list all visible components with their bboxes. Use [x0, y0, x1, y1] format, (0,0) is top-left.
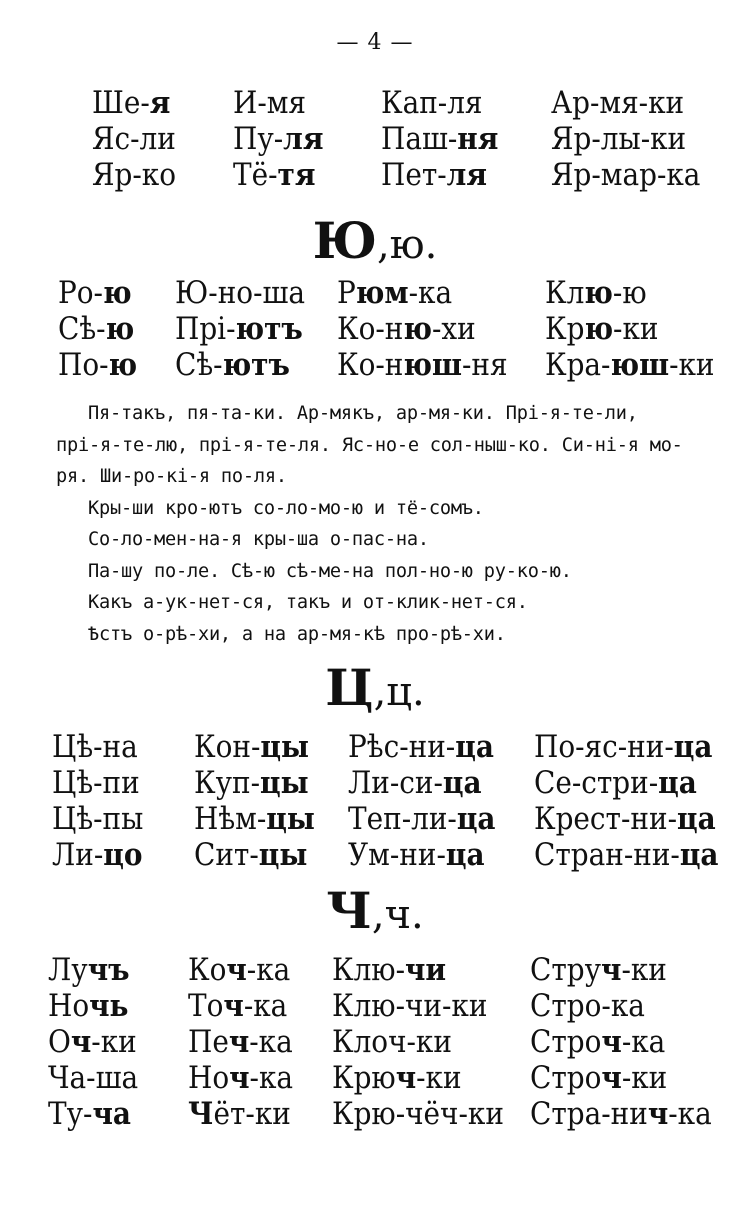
word-cell [175, 311, 337, 347]
word-part: И-мя [233, 85, 307, 121]
word-cell [534, 837, 719, 873]
word-part: Яс-ли [92, 121, 176, 157]
word-part: Пе [188, 1024, 229, 1060]
word-part-bold: ю [403, 311, 432, 347]
word-part: Сѣ- [58, 311, 106, 347]
word-cell [530, 1060, 710, 1096]
heading-upper: Ц [325, 658, 374, 717]
paragraph-yu [56, 398, 720, 650]
word-cell [337, 275, 545, 311]
word-part-bold: цы [258, 837, 308, 873]
word-part: -ка [408, 275, 453, 311]
word-part: ёт-ки [213, 1096, 291, 1132]
word-cell [92, 157, 233, 193]
word-part: Пу- [233, 121, 284, 157]
word-cell [381, 121, 551, 157]
word-cell [194, 729, 348, 765]
heading-upper: Ч [326, 881, 372, 940]
word-cell [545, 275, 715, 311]
word-part-bold: ч [601, 1024, 622, 1060]
word-part-bold: цы [260, 729, 309, 765]
word-part: -ка [668, 1096, 712, 1132]
word-cell [52, 729, 194, 765]
word-part: Ум-ни- [348, 837, 446, 873]
word-part-bold: ца [679, 837, 719, 873]
word-part: О [48, 1024, 71, 1060]
word-part: Но [48, 988, 90, 1024]
heading-upper: Ю [312, 211, 378, 270]
word-part: Стран-ни- [534, 837, 680, 873]
word-part: Кон- [194, 729, 261, 765]
word-cell [381, 85, 551, 121]
word-cell [530, 952, 710, 988]
word-cell [348, 729, 534, 765]
word-part: Яр-лы-ки [551, 121, 687, 157]
word-cell [48, 952, 188, 988]
word-part: Яр-ко [92, 157, 177, 193]
word-cell [58, 347, 175, 383]
word-part: Ю-но-ша [175, 275, 306, 311]
word-part: Рѣс-ни- [348, 729, 456, 765]
word-cell [551, 121, 701, 157]
word-part: Ли- [52, 837, 104, 873]
letter-heading-yu [0, 213, 750, 273]
word-cell [545, 347, 715, 383]
paragraph-line: Со-ло-мен-на-я кры-ша о-пас-на. [88, 529, 429, 550]
word-part: Крю-чёч-ки [332, 1096, 504, 1132]
word-part: Кап-ля [381, 85, 483, 121]
word-part: Пет- [381, 157, 447, 193]
word-cell [348, 765, 534, 801]
word-table-yu [58, 275, 715, 383]
word-cell [332, 952, 530, 988]
word-part: -ка [621, 1024, 666, 1060]
word-part-bold: ю [108, 347, 138, 383]
word-part: Ше- [92, 85, 150, 121]
word-cell [332, 988, 530, 1024]
word-part: По-яс-ни- [534, 729, 674, 765]
word-cell [551, 85, 701, 121]
paragraph-line: Кры-ши кро-ютъ со-ло-мо-ю и тё-сомъ. [88, 497, 484, 519]
word-part: Стро-ка [530, 988, 645, 1024]
word-part: Ли-си- [348, 765, 443, 801]
word-part: Теп-ли- [348, 801, 457, 837]
word-part-bold: чъ [87, 952, 130, 988]
page-number: — 4 — [336, 30, 414, 55]
word-part-bold: ю [102, 275, 132, 311]
word-part: -ки [416, 1060, 462, 1096]
word-part: Р [337, 275, 356, 311]
word-part-bold: ч [70, 1024, 92, 1060]
word-cell [52, 801, 194, 837]
word-part-bold: ч [395, 1060, 417, 1096]
paragraph-line: Пя-такъ, пя-та-ки. Ар-мякъ, ар-мя-ки. Прі-я-те-ли, [88, 403, 638, 424]
word-cell [332, 1060, 530, 1096]
paragraph-line: прі-я-те-лю, прі-я-те-ля. Яс-но-е сол-ныш-ко. Си-ні-я мо- [56, 434, 683, 456]
word-part: Ко [188, 952, 227, 988]
word-part: Ко-н [337, 311, 404, 347]
word-part: -ки [669, 347, 715, 383]
word-part: -ка [243, 988, 288, 1024]
word-part-bold: чь [89, 988, 129, 1024]
word-part: Прі- [175, 311, 236, 347]
word-cell [52, 837, 194, 873]
word-part-bold: ца [445, 837, 485, 873]
word-cell [194, 765, 348, 801]
word-part: Стро [530, 1060, 602, 1096]
word-part: Яр-мар-ка [551, 157, 701, 193]
word-part-bold: ч [647, 1096, 669, 1132]
word-table-ch [48, 952, 710, 1132]
word-cell [530, 988, 710, 1024]
word-part: Стру [530, 952, 602, 988]
word-part: Ча-ша [48, 1060, 139, 1096]
heading-lower: ,ц. [373, 669, 425, 715]
word-part-bold: цо [103, 837, 143, 873]
word-cell [233, 121, 381, 157]
word-part-bold: ч [223, 988, 244, 1024]
word-part-bold: тя [277, 157, 316, 193]
word-part: Клоч-ки [332, 1024, 452, 1060]
word-part: Лу [48, 952, 88, 988]
word-part-bold: ля [283, 121, 324, 157]
word-part-bold: ца [673, 729, 713, 765]
word-part: -ка [249, 1060, 294, 1096]
word-cell [58, 311, 175, 347]
word-part-bold: юш [610, 347, 670, 383]
word-part: То [188, 988, 224, 1024]
word-part: Цѣ-на [52, 729, 138, 765]
paragraph-line: Па-шу по-ле. Сѣ-ю сѣ-ме-на пол-но-ю ру-ко-ю. [88, 560, 572, 582]
word-part-bold: ч [601, 1060, 622, 1096]
word-part-bold: чи [405, 952, 447, 988]
word-part: Сѣ- [175, 347, 223, 383]
word-part: -ки [91, 1024, 137, 1060]
paragraph-line: Какъ а-ук-нет-ся, такъ и от-клик-нет-ся. [88, 592, 528, 613]
word-cell [188, 952, 332, 988]
word-part: Нѣм- [194, 801, 267, 837]
word-part: Цѣ-пи [52, 765, 140, 801]
paragraph-line: Ѣстъ о-рѣ-хи, а на ар-мя-кѣ про-рѣ-хи. [88, 623, 506, 645]
word-cell [534, 801, 714, 837]
word-cell [92, 85, 233, 121]
word-part: Се-стри- [534, 765, 659, 801]
word-cell [332, 1096, 530, 1132]
word-cell [48, 988, 188, 1024]
word-part-bold: ца [442, 765, 482, 801]
word-cell [48, 1060, 188, 1096]
word-cell [188, 988, 332, 1024]
word-part-bold: ца [676, 801, 716, 837]
word-cell [534, 729, 714, 765]
word-cell [175, 275, 337, 311]
word-part-bold: ля [446, 157, 487, 193]
word-part: -ю [612, 275, 647, 311]
word-cell [188, 1024, 332, 1060]
heading-lower: ,ч. [371, 892, 424, 938]
word-part-bold: цы [266, 801, 315, 837]
word-cell [194, 837, 348, 873]
word-part: Ро- [58, 275, 103, 311]
word-part: -ки [621, 1060, 668, 1096]
word-part: Кл [545, 275, 585, 311]
word-part-bold: юм [355, 275, 409, 311]
word-part: По- [58, 347, 109, 383]
word-cell [58, 275, 175, 311]
word-cell [52, 765, 194, 801]
word-table-ts [52, 729, 719, 873]
word-cell [48, 1024, 188, 1060]
word-cell [337, 311, 545, 347]
word-cell [348, 801, 534, 837]
word-cell [188, 1096, 332, 1132]
word-part-bold: ч [601, 952, 622, 988]
word-part: Кра- [545, 347, 611, 383]
word-part-bold: ю [584, 275, 613, 311]
word-cell [348, 837, 534, 873]
word-part: Стро [530, 1024, 602, 1060]
word-part: -ки [621, 952, 667, 988]
word-cell [332, 1024, 530, 1060]
word-part: Крю [332, 1060, 396, 1096]
word-cell [175, 347, 337, 383]
word-part-bold: ю [105, 311, 135, 347]
word-table-ya [92, 85, 701, 193]
word-part-bold: я [149, 85, 171, 121]
word-part: Кр [545, 311, 585, 347]
word-part-bold: ч [226, 952, 247, 988]
word-part: -ка [246, 952, 291, 988]
word-cell [530, 1024, 710, 1060]
word-part-bold: ча [92, 1096, 131, 1132]
word-part-bold: ч [229, 1060, 250, 1096]
paragraph-line: ря. Ши-ро-кі-я по-ля. [56, 466, 287, 487]
word-part: Сит- [194, 837, 259, 873]
word-cell [92, 121, 233, 157]
word-cell [233, 85, 381, 121]
word-cell [545, 311, 715, 347]
word-part: Ар-мя-ки [551, 85, 685, 121]
word-part: -ня [461, 347, 508, 383]
word-cell [194, 801, 348, 837]
word-part: -ка [249, 1024, 293, 1060]
word-part-bold: ютъ [222, 347, 290, 383]
word-part: Ко-н [337, 347, 404, 383]
letter-heading-ch [0, 883, 750, 943]
word-cell [551, 157, 701, 193]
heading-lower: ,ю. [377, 222, 438, 268]
word-cell [337, 347, 545, 383]
word-part: Но [188, 1060, 230, 1096]
word-cell [381, 157, 551, 193]
word-cell [530, 1096, 710, 1132]
word-part-bold: юш [403, 347, 462, 383]
word-part: Цѣ-пы [52, 801, 144, 837]
word-cell [233, 157, 381, 193]
word-cell [534, 765, 714, 801]
word-part: Паш- [381, 121, 458, 157]
word-part-bold: ю [584, 311, 614, 347]
word-part-bold: цы [260, 765, 309, 801]
word-part-bold: ца [455, 729, 494, 765]
word-cell [48, 1096, 188, 1132]
word-part-bold: ца [658, 765, 697, 801]
word-part: Клю- [332, 952, 405, 988]
word-part: Куп- [194, 765, 260, 801]
word-cell [188, 1060, 332, 1096]
word-part: Клю-чи-ки [332, 988, 488, 1024]
word-part: Стра-ни [530, 1096, 648, 1132]
word-part-bold: Ч [188, 1096, 214, 1132]
word-part: Ту- [48, 1096, 93, 1132]
word-part: -ки [613, 311, 659, 347]
word-part: Тё- [233, 157, 278, 193]
word-part-bold: ня [457, 121, 499, 157]
letter-heading-ts [0, 660, 750, 720]
word-part: -хи [431, 311, 476, 347]
word-part-bold: ца [456, 801, 496, 837]
word-part-bold: ч [228, 1024, 250, 1060]
word-part: Крест-ни- [534, 801, 677, 837]
word-part-bold: ютъ [235, 311, 303, 347]
